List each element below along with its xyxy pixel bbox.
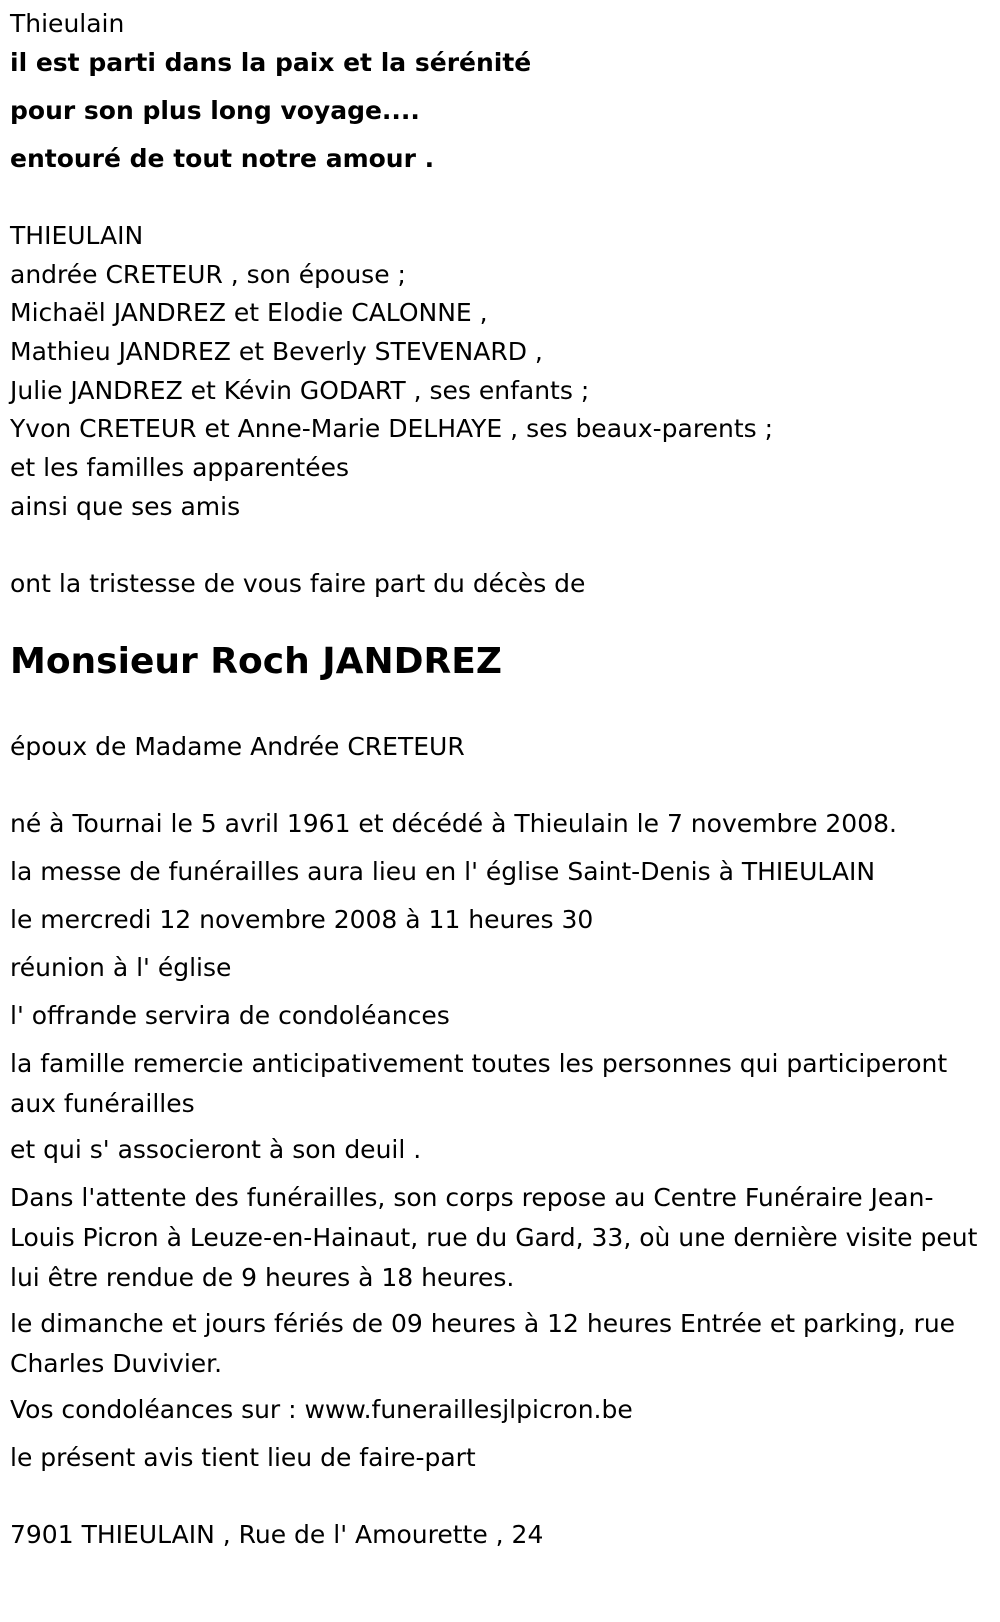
verse-line-2: pour son plus long voyage....	[10, 96, 420, 125]
announcement-text: ont la tristesse de vous faire part du décès de	[10, 569, 586, 598]
detail-viewing: Dans l'attente des funérailles, son corps repose au Centre Funéraire Jean-Louis Picron à Leuze-en-Hainaut, rue du Gard, 33, où une dernière visite peut lui être rendue de 9 heures à 18 heures.	[10, 1183, 978, 1292]
detail-mourning: et qui s' associeront à son deuil .	[10, 1135, 422, 1164]
detail-birth-death: né à Tournai le 5 avril 1961 et décédé à Thieulain le 7 novembre 2008.	[10, 809, 897, 838]
detail-date: le mercredi 12 novembre 2008 à 11 heures 30	[10, 905, 594, 934]
detail-thanks: la famille remercie anticipativement toutes les personnes qui participeront aux funérailles	[10, 1049, 948, 1118]
detail-meeting: réunion à l' église	[10, 953, 232, 982]
detail-sunday-hours: le dimanche et jours fériés de 09 heures à 12 heures Entrée et parking, rue Charles Duvivier.	[10, 1309, 956, 1378]
family-member: Julie JANDREZ et Kévin GODART , ses enfants ;	[10, 376, 590, 405]
detail-mass: la messe de funérailles aura lieu en l' église Saint-Denis à THIEULAIN	[10, 857, 876, 886]
family-member: Michaël JANDREZ et Elodie CALONNE ,	[10, 298, 488, 327]
header-location: Thieulain	[10, 9, 125, 38]
family-member: Mathieu JANDREZ et Beverly STEVENARD ,	[10, 337, 543, 366]
spouse-line: époux de Madame Andrée CRETEUR	[10, 732, 465, 761]
verse-line-3: entouré de tout notre amour .	[10, 144, 435, 173]
family-member: Yvon CRETEUR et Anne-Marie DELHAYE , ses beaux-parents ;	[10, 414, 774, 443]
detail-faire-part: le présent avis tient lieu de faire-part	[10, 1443, 476, 1472]
family-member: et les familles apparentées	[10, 453, 350, 482]
family-member: ainsi que ses amis	[10, 492, 241, 521]
family-place: THIEULAIN	[10, 221, 144, 250]
detail-condolences: Vos condoléances sur : www.funeraillesjlpicron.be	[10, 1395, 633, 1424]
deceased-name: Monsieur Roch JANDREZ	[10, 641, 502, 682]
address-line: 7901 THIEULAIN , Rue de l' Amourette , 24	[10, 1520, 544, 1549]
verse-line-1: il est parti dans la paix et la sérénité	[10, 48, 532, 77]
family-member: andrée CRETEUR , son épouse ;	[10, 260, 406, 289]
detail-offering: l' offrande servira de condoléances	[10, 1001, 450, 1030]
